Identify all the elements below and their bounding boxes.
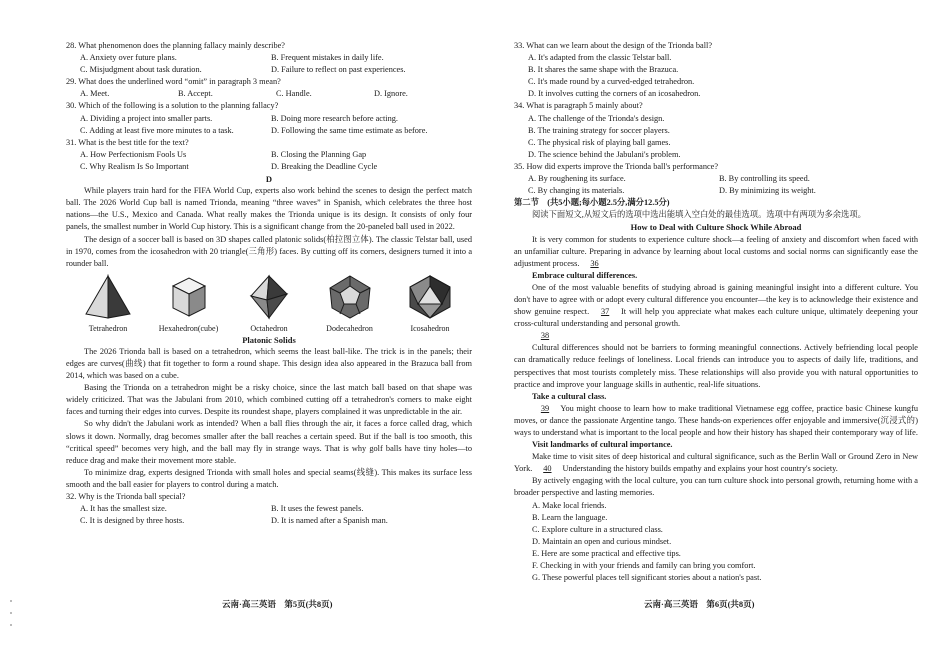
cs-para-2b-text: It will help you appreciate what makes each culture unique, ultimately deepening your cross-cultural understanding and personal growth.: [514, 307, 918, 329]
cs-option-e[interactable]: E. Here are some practical and effective tips.: [532, 548, 681, 558]
passage-d-para-3: The 2026 Trionda ball is based on a tetrahedron, which seems the least ball-like. The trick is in the panels; their edges are curves(曲线) that fit together to form a round shape. This design idea also appeared in the Brazuca ball from 2014, which was based on a cube.: [66, 346, 472, 381]
cs-option-f[interactable]: F. Checking in with your friends and family can bring you comfort.: [532, 561, 756, 571]
q29-option-a[interactable]: A. Meet.: [80, 89, 110, 99]
solid-label-icosahedron: Icosahedron: [410, 323, 450, 333]
q33-option-c[interactable]: C. It's made round by a curved-edged tetrahedron.: [528, 77, 695, 87]
footer-left: 云南·高三英语 第5页(共8页): [222, 599, 333, 609]
binding-mark: [10, 624, 12, 626]
q33-stem: 33. What can we learn about the design of the Trionda ball?: [514, 41, 712, 50]
solid-label-octahedron: Octahedron: [250, 323, 288, 333]
q32-option-c[interactable]: C. It is designed by three hosts.: [80, 516, 185, 526]
blank-37[interactable]: 37: [600, 307, 610, 317]
cs-para-1: [514, 234, 918, 270]
passage-d-para-5: So why didn't the Jabulani work as intended? When a ball flies through the air, it faces a force called drag, which slows it down. Normally, drag becomes smaller after the ball reaches a certain speed. But if the ball is too smooth, this “critical speed” becomes very high, and the ball may fly in strange ways. That is why golf balls have tiny holes—to reduce drag and make their movement more stable.: [66, 419, 472, 465]
section-2-title: 第二节 (共5小题;每小题2.5分,满分12.5分): [514, 198, 670, 208]
q32-option-b[interactable]: B. It uses the fewest panels.: [271, 504, 364, 514]
q35-stem: 35. How did experts improve the Trionda ball's performance?: [514, 161, 719, 171]
cs-para-2a-text: One of the most valuable benefits of studying abroad is gaining meaningful insight into a different culture. You don't have to agree with or adopt every cultural difference you encounter—the key is to acknowledge their existence and show genuine respect.: [514, 282, 918, 317]
solids-caption: Platonic Solids: [242, 334, 296, 345]
q33-option-b[interactable]: B. It shares the same shape with the Brazuca.: [528, 65, 679, 75]
tetrahedron-icon: [82, 274, 134, 320]
passage-d-para-4: Basing the Trionda on a tetrahedron might be a risky choice, since the last match ball based on that shape was widely criticized. That was the Jabulani from 2010, which combined cutting off a tetrahedron's corners to make eight faces and turning their edges into curves. Despite its roundest shape, players complained it was unpredictable in the air.: [66, 383, 472, 417]
right-column: [514, 40, 918, 584]
q35-option-d[interactable]: D. By minimizing its weight.: [719, 186, 816, 196]
solid-octahedron: [231, 274, 307, 334]
cs-option-c[interactable]: C. Explore culture in a structured class.: [532, 524, 663, 534]
cube-icon: [163, 274, 215, 320]
passage-d-para-2: The design of a soccer ball is based on 3D shapes called platonic solids(柏拉图立体). The classic Telstar ball, used in 1970, comes from the icosahedron with 20 triangle(三角形) faces. By cutting off its corners, designers turned it into a rounder ball.: [66, 234, 472, 268]
passage-title: How to Deal with Culture Shock While Abroad: [630, 222, 802, 233]
heading-38-line: [514, 330, 918, 342]
q35-option-a[interactable]: A. By roughening its surface.: [528, 174, 626, 184]
q32-option-a[interactable]: A. It has the smallest size.: [80, 504, 167, 514]
q32-option-d[interactable]: D. It is named after a Spanish man.: [271, 516, 388, 526]
q33-option-d[interactable]: D. It involves cutting the corners of an icosahedron.: [528, 89, 701, 99]
q29-options: [66, 88, 472, 100]
q30-options: [66, 113, 472, 125]
blank-38[interactable]: 38: [540, 331, 550, 341]
blank-36[interactable]: 36: [590, 258, 599, 268]
cs-para-2: [514, 282, 918, 330]
q28-stem: 28. What phenomenon does the planning fallacy mainly describe?: [66, 41, 285, 50]
solid-icosahedron: [392, 274, 468, 334]
q32-options: [66, 503, 472, 515]
cs-para-4: [514, 403, 918, 439]
heading-landmarks: Visit landmarks of cultural importance.: [532, 440, 673, 450]
q31-options-2: [66, 161, 472, 173]
cs-option-a[interactable]: A. Make local friends.: [532, 500, 607, 510]
q30-option-c[interactable]: C. Adding at least five more minutes to a task.: [80, 125, 234, 135]
q31-option-c[interactable]: C. Why Realism Is So Important: [80, 161, 189, 171]
dodecahedron-icon: [324, 274, 376, 320]
q35-option-c[interactable]: C. By changing its materials.: [528, 186, 625, 196]
q34-option-c[interactable]: C. The physical risk of playing ball games.: [528, 137, 671, 147]
left-column: [66, 40, 472, 527]
cs-para-5b-text: Understanding the history builds empathy and explains your host country's society.: [562, 464, 838, 474]
q35-options-2: [514, 185, 918, 197]
footer-right: 云南·高三英语 第6页(共8页): [644, 599, 755, 609]
cs-para-4-text: You might choose to learn how to make traditional Vietnamese egg coffee, practice basic Chinese kungfu moves, or dance the passionate Argentine tango. These hands-on experiences offer enjoyable and immersive(沉浸式的) ways to understand what is important to the local people and how their history has shaped their contemporary way of life.: [514, 403, 918, 437]
q28-options-2: [66, 64, 472, 76]
cs-para-6: By actively engaging with the local culture, you can turn culture shock into personal growth, returning home with a broader perspective and lasting memories.: [514, 476, 918, 498]
solid-tetrahedron: [70, 274, 146, 334]
q32-options-2: [66, 515, 472, 527]
q31-option-a[interactable]: A. How Perfectionism Fools Us: [80, 149, 187, 159]
cs-para-3: Cultural differences should not be barriers to forming meaningful connections. Actively befriending local people can dramatically reduce feelings of loneliness. Local friends can introduce you to aspects of daily life, traditions, and perspectives that most tourists completely miss. These relationships will also provide you with natural opportunities to practice and improve your language skills in authentic, real-life situations.: [514, 343, 918, 389]
q29-option-d[interactable]: D. Ignore.: [374, 89, 408, 99]
cs-option-d[interactable]: D. Maintain an open and curious mindset.: [532, 536, 672, 546]
solid-label-hexahedron: Hexahedron(cube): [158, 323, 219, 333]
q35-options: [514, 173, 918, 185]
q28-option-c[interactable]: C. Misjudgment about task duration.: [80, 65, 202, 75]
q30-option-a[interactable]: A. Dividing a project into smaller parts.: [80, 113, 213, 123]
q30-option-d[interactable]: D. Following the same time estimate as before.: [271, 125, 428, 135]
blank-39[interactable]: 39: [540, 403, 550, 413]
q34-option-a[interactable]: A. The challenge of the Trionda's design.: [528, 113, 665, 123]
platonic-solids-figure: [70, 274, 468, 334]
q34-option-b[interactable]: B. The training strategy for soccer players.: [528, 125, 670, 135]
q30-options-2: [66, 125, 472, 137]
binding-mark: [10, 600, 12, 602]
cs-para-1-text: It is very common for students to experience culture shock—a feeling of anxiety and discomfort when faced with an unfamiliar culture. Preparing in advance by learning about local customs and social norms can significantly ease the adjustment process.: [514, 234, 918, 268]
q31-options: [66, 149, 472, 161]
q29-option-b[interactable]: B. Accept.: [178, 89, 213, 99]
q31-option-b[interactable]: B. Closing the Planning Gap: [271, 149, 367, 159]
section-2-instructions: 阅读下面短文,从短文后的选项中选出能填入空白处的最佳选项。选项中有两项为多余选项。: [532, 210, 866, 220]
q28-options: [66, 52, 472, 64]
q35-option-b[interactable]: B. By controlling its speed.: [719, 174, 810, 184]
passage-d-para-6: To minimize drag, experts designed Trionda with small holes and special seams(线缝). This makes its surface less smooth and the ball easier for players to control during a match.: [66, 467, 472, 489]
section-letter: D: [265, 174, 273, 185]
q32-stem: 32. Why is the Trionda ball special?: [66, 492, 186, 501]
q34-option-d[interactable]: D. The science behind the Jabulani's problem.: [528, 149, 681, 159]
cs-para-5a-text: Make time to visit sites of deep historical and cultural significance, such as the Berlin Wall or Ground Zero in New York.: [514, 452, 918, 474]
q31-stem: 31. What is the best title for the text?: [66, 137, 189, 147]
heading-embrace: Embrace cultural differences.: [532, 270, 638, 280]
passage-d-para-1: While players train hard for the FIFA World Cup, experts also work behind the scenes to design the perfect match ball. The 2026 World Cup ball is named Trionda, meaning “three waves” in Spanish, which celebrates the three host nations—the U.S., Mexico and Canada. What really makes the Trionda unique is its design. It consists of only four panels, the smallest number in World Cup history. This is a significant change from the 20-paneled ball used in 2022.: [66, 186, 472, 232]
icosahedron-icon: [404, 274, 456, 320]
solid-dodecahedron: [312, 274, 388, 334]
blank-40[interactable]: 40: [543, 464, 552, 474]
solid-label-tetrahedron: Tetrahedron: [88, 323, 128, 333]
binding-mark: [10, 612, 12, 614]
q30-option-b[interactable]: B. Doing more research before acting.: [271, 113, 398, 123]
q31-option-d[interactable]: D. Breaking the Deadline Cycle: [271, 161, 378, 171]
heading-cultural-class: Take a cultural class.: [532, 391, 607, 401]
q30-stem: 30. Which of the following is a solution to the planning fallacy?: [66, 101, 279, 111]
q29-stem: 29. What does the underlined word “omit” in paragraph 3 mean?: [66, 77, 281, 87]
q29-option-c[interactable]: C. Handle.: [276, 89, 312, 99]
q28-option-b[interactable]: B. Frequent mistakes in daily life.: [271, 53, 384, 63]
cs-option-g[interactable]: G. These powerful places tell significant stories about a nation's past.: [532, 573, 762, 583]
q28-option-a[interactable]: A. Anxiety over future plans.: [80, 53, 177, 63]
octahedron-icon: [243, 274, 295, 320]
q34-stem: 34. What is paragraph 5 mainly about?: [514, 101, 643, 111]
q33-option-a[interactable]: A. It's adapted from the classic Telstar ball.: [528, 53, 672, 63]
q28-option-d[interactable]: D. Failure to reflect on past experiences.: [271, 65, 406, 75]
cs-option-b[interactable]: B. Learn the language.: [532, 512, 608, 522]
cs-para-5: [514, 451, 918, 475]
solid-hexahedron: [151, 274, 227, 334]
solid-label-dodecahedron: Dodecahedron: [326, 323, 373, 333]
